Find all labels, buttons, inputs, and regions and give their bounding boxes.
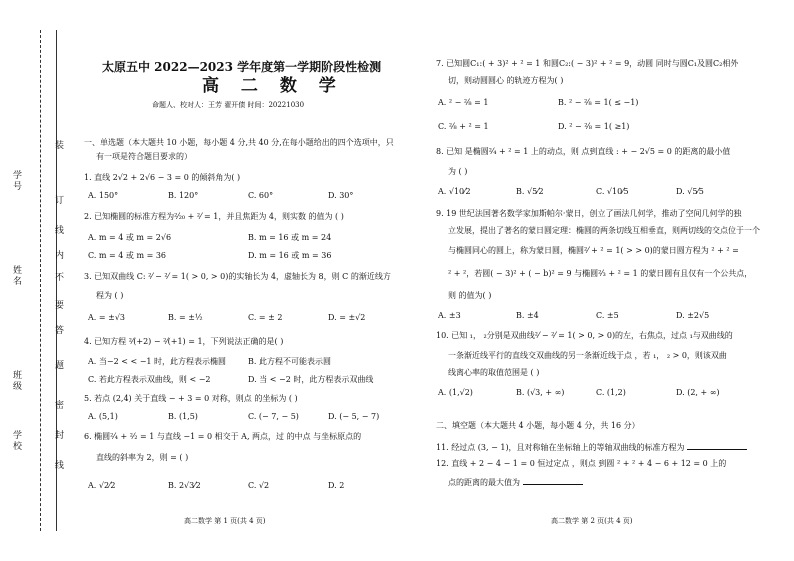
cut-line [40, 30, 41, 531]
q4-option-c[interactable]: C. 若此方程表示双曲线，则 < −2 [88, 375, 211, 384]
q6-option-b[interactable]: B. 2√3⁄2 [168, 481, 201, 490]
seal-char: 密 [53, 400, 63, 411]
question-8-cont: 为 ( ) [448, 167, 468, 176]
q7-option-b[interactable]: B. ² − ²⁄₈ = 1( ≤ −1) [558, 98, 639, 107]
seal-char: 线 [53, 460, 63, 471]
q9-option-b[interactable]: B. ±4 [516, 311, 539, 320]
q9-option-d[interactable]: D. ±2√5 [676, 311, 710, 320]
question-3: 3. 已知双曲线 C: ²⁄ − ²⁄ = 1( > 0, > 0)的实轴长为 4，虚轴长为 8，则 C 的渐近线方 [84, 272, 391, 281]
q4-option-a[interactable]: A. 当−2 < < −1 时，此方程表示椭圆 [88, 357, 227, 366]
label-class: 班级 [11, 370, 21, 392]
question-3-cont: 程为 ( ) [96, 291, 124, 300]
q5-option-b[interactable]: B. (1,5) [168, 412, 198, 421]
q3-option-b[interactable]: B. = ±½ [168, 313, 203, 322]
seal-char: 装 [53, 140, 63, 151]
q8-option-c[interactable]: C. √10⁄5 [596, 187, 629, 196]
seal-char: 线 [53, 225, 63, 236]
seal-char: 要 [53, 300, 63, 311]
q6-option-c[interactable]: C. √2 [248, 481, 270, 490]
question-9-line-5: 则 的值为( ) [448, 291, 492, 300]
q3-option-a[interactable]: A. = ±√3 [88, 313, 125, 322]
question-6-cont: 直线的斜率为 2，则 = ( ) [96, 453, 189, 462]
q2-option-c[interactable]: C. m = 4 或 m = 36 [88, 251, 167, 260]
q4-option-b[interactable]: B. 此方程不可能表示圆 [248, 357, 331, 366]
q3-option-d[interactable]: D. = ±√2 [328, 313, 366, 322]
label-name: 姓名 [11, 265, 21, 287]
question-10-line-2: 一条渐近线平行的直线交双曲线的另一条渐近线于点 ，若 ₁， ₂ > 0，则该双曲 [448, 351, 727, 360]
subject-title: 高 二 数 学 [202, 76, 344, 96]
q8-option-a[interactable]: A. √10⁄2 [438, 187, 471, 196]
seal-char: 订 [53, 195, 63, 206]
q1-option-b[interactable]: B. 120° [168, 191, 199, 200]
section-1-heading: 一、单选题（本大题共 10 小题，每小题 4 分,共 40 分,在每小题给出的四个选项中，只 [84, 138, 394, 147]
page-footer: 高二数学 第 2 页(共 4 页) [551, 517, 633, 525]
question-4: 4. 已知方程 ²⁄(+2) − ²⁄(+1) = 1，下列说法正确的是( ) [84, 337, 284, 346]
question-7: 7. 已知圆C₁:( + 3)² + ² = 1 和圆C₂:( − 3)² + ² = 9，动圆 同时与圆C₁及圆C₂相外 [436, 59, 739, 68]
q3-option-c[interactable]: C. = ± 2 [248, 313, 283, 322]
q6-option-d[interactable]: D. 2 [328, 481, 345, 490]
q10-option-d[interactable]: D. (2, + ∞) [676, 388, 720, 397]
q1-option-a[interactable]: A. 150° [88, 191, 119, 200]
question-5: 5. 若点 (2,4) 关于直线 − + 3 = 0 对称，则点 的坐标为 ( ) [84, 394, 298, 403]
seal-char: 封 [53, 430, 63, 441]
answer-blank-12[interactable] [523, 476, 583, 485]
q5-option-c[interactable]: C. (− 7, − 5) [248, 412, 299, 421]
page-footer: 高二数学 第 1 页(共 4 页) [184, 517, 266, 525]
question-10-line-3: 线离心率的取值范围是 ( ) [448, 368, 540, 377]
q5-option-d[interactable]: D. (− 5, − 7) [328, 412, 380, 421]
q9-option-a[interactable]: A. ±3 [438, 311, 461, 320]
label-school: 学校 [11, 430, 21, 452]
q8-option-b[interactable]: B. √5⁄2 [516, 187, 544, 196]
q8-option-d[interactable]: D. √5⁄5 [676, 187, 704, 196]
q7-option-a[interactable]: A. ² − ²⁄₈ = 1 [438, 98, 489, 107]
q7-option-d[interactable]: D. ² − ²⁄₈ = 1( ≥1) [558, 122, 630, 131]
question-9-line-4: ² + ²，若圆( − 3)² + ( − b)² = 9 与椭圆²⁄₃ + ² = 1 的蒙日圆有且仅有一个公共点， [448, 269, 753, 278]
question-9: 9. 19 世纪法国著名数学家加斯帕尔·蒙日，创立了画法几何学，推动了空间几何学的独 [436, 209, 742, 218]
question-7-cont: 切，则动圆圆心 的轨迹方程为( ) [448, 76, 564, 85]
q2-option-d[interactable]: D. m = 16 或 m = 36 [248, 251, 332, 260]
exam-title: 太原五中 2022—2023 学年度第一学期阶段性检测 [102, 60, 382, 74]
q1-option-c[interactable]: C. 60° [248, 191, 274, 200]
q10-option-a[interactable]: A. (1,√2) [438, 388, 473, 397]
q10-option-c[interactable]: C. (1,2) [596, 388, 626, 397]
question-9-line-2: 立发展，提出了著名的蒙日圆定理：椭圆的两条切线互相垂直，则两切线的交点位于一个 [448, 226, 760, 235]
question-12-text: 点的距离的最大值为 [448, 478, 520, 487]
q4-option-d[interactable]: D. 当 < −2 时，此方程表示双曲线 [248, 375, 374, 384]
question-8: 8. 已知 是椭圆²⁄₄ + ² = 1 上的动点，则 点到直线 : + − 2√5 = 0 的距离的最小值 [436, 147, 731, 156]
label-student-id: 学号 [11, 170, 21, 192]
q1-option-d[interactable]: D. 30° [328, 191, 354, 200]
seal-char: 题 [53, 360, 63, 371]
q5-option-a[interactable]: A. (5,1) [88, 412, 118, 421]
q6-option-a[interactable]: A. √2⁄2 [88, 481, 116, 490]
right-page [436, 0, 786, 561]
question-10: 10. 已知 ₁， ₂分别是双曲线²⁄ − ²⁄ = 1( > 0, > 0)的左，右焦点，过点 ₁与双曲线的 [436, 331, 733, 340]
exam-meta: 命题人、校对人：王芳 翟开债 时间：20221030 [152, 101, 305, 109]
answer-blank-11[interactable] [687, 441, 747, 450]
section-1-heading-cont: 有一项是符合题目要求的） [96, 152, 192, 161]
question-11 [436, 441, 747, 454]
question-6: 6. 椭圆²⁄₄ + ²⁄₂ = 1 与直线 −1 = 0 相交于 A, 两点，过 的中点 与坐标原点的 [84, 432, 362, 441]
question-9-line-3: 与椭圆同心的圆上，称为蒙日圆，椭圆²⁄ + ² = 1( > > 0)的蒙日圆方程为 ² + ² = [448, 246, 739, 255]
question-12: 12. 直线 + 2 − 4 − 1 = 0 恒过定点 ，则点 到圆 ² + ² + 4 − 6 + 12 = 0 上的 [436, 459, 727, 468]
question-11-text: 11. 经过点 (3, − 1)，且对称轴在坐标轴上的等轴双曲线的标准方程为 [436, 443, 685, 452]
section-2-heading: 二、填空题（本大题共 4 小题，每小题 4 分，共 16 分） [436, 421, 640, 430]
left-page [84, 0, 404, 561]
question-12-cont [448, 476, 583, 489]
q2-option-a[interactable]: A. m = 4 或 m = 2√6 [88, 233, 172, 242]
q9-option-c[interactable]: C. ±5 [596, 311, 619, 320]
q7-option-c[interactable]: C. ²⁄₈ + ² = 1 [438, 122, 489, 131]
seal-char: 答 [53, 325, 63, 336]
seal-char: 不 [53, 272, 63, 283]
q2-option-b[interactable]: B. m = 16 或 m = 24 [248, 233, 332, 242]
binding-strip [0, 0, 62, 561]
question-1: 1. 直线 2√2 + 2√6 − 3 = 0 的倾斜角为( ) [84, 173, 241, 182]
q10-option-b[interactable]: B. (√3, + ∞) [516, 388, 565, 397]
seal-char: 内 [53, 250, 63, 261]
question-2: 2. 已知椭圆的标准方程为²⁄₂₀ + ²⁄ = 1，并且焦距为 4，则实数 的值为 ( ) [84, 212, 344, 221]
